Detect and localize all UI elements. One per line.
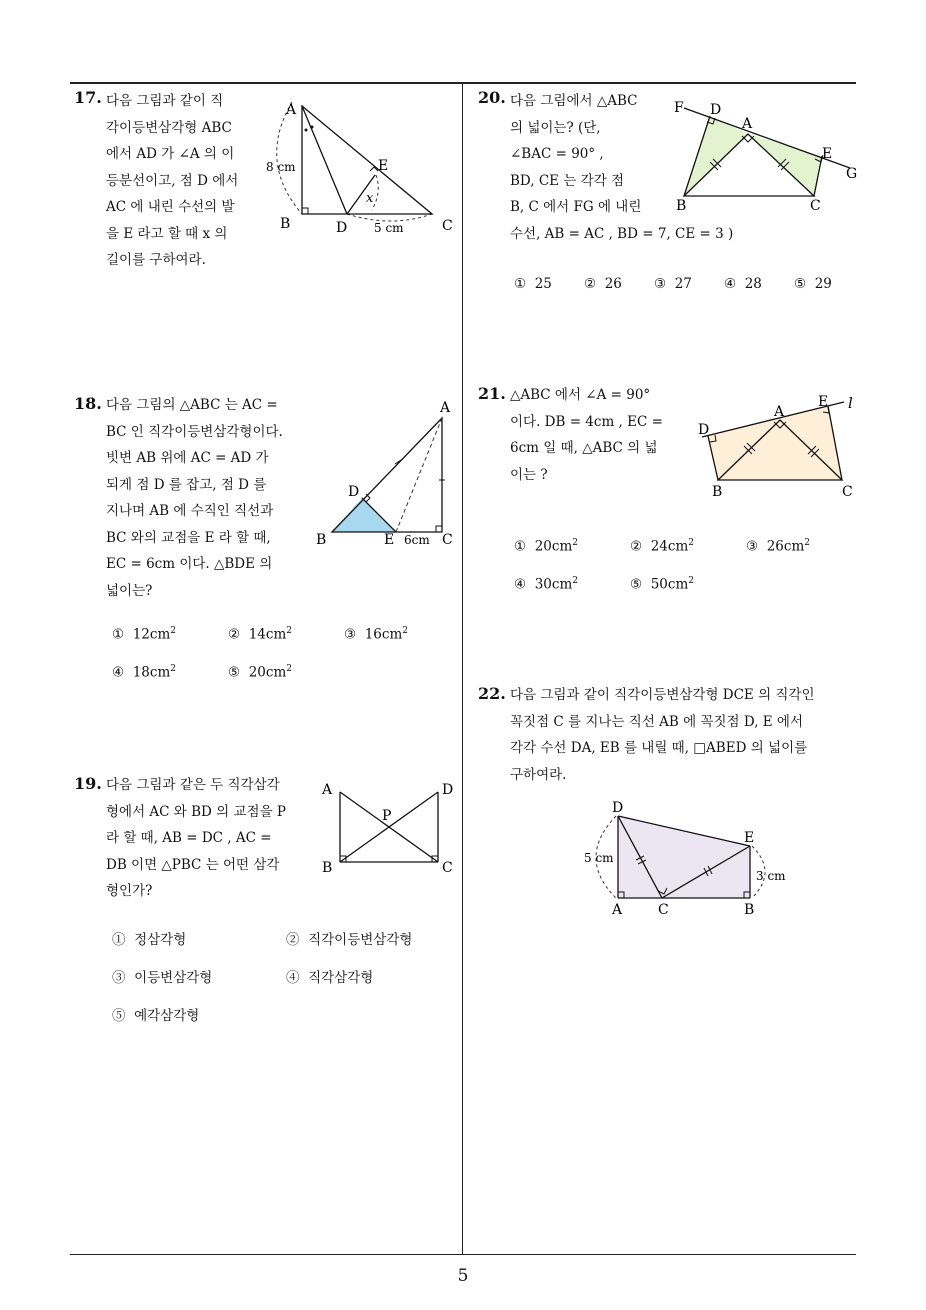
choice-20-1[interactable]: ① 25 (514, 276, 552, 292)
choice-19-3[interactable]: ③ 이등변삼각형 (112, 970, 213, 986)
text-line: BD, CE 는 각각 점 (510, 172, 625, 189)
choice-18-1[interactable]: ① $12cm^2$ (112, 626, 176, 643)
question-22 (478, 684, 506, 703)
text-line: 형인가? (106, 883, 153, 899)
label-e: E (744, 830, 755, 846)
choice-21-2[interactable]: ② $24cm^2$ (630, 538, 694, 555)
text-line: 라 할 때, AB = DC , AC = (106, 830, 272, 846)
text-line: EC = 6cm 이다. △BDE 의 (106, 556, 273, 572)
text-line: BC 인 직각이등변삼각형이다. (106, 423, 283, 440)
text-line: 의 넓이는? (단, (510, 119, 601, 136)
question-number: 17. (74, 88, 102, 107)
text-line: 각이등변삼각형 ABC (106, 119, 232, 136)
text-line: 되게 점 D 를 잡고, 점 D 를 (106, 476, 267, 493)
text-line: 다음 그림과 같이 직 (106, 93, 224, 109)
label-e: E (378, 158, 389, 174)
label-b: B (712, 484, 723, 500)
figure-18 (312, 398, 460, 550)
text-line: DB 이면 △PBC 는 어떤 삼각 (106, 856, 280, 873)
figure-21 (694, 392, 862, 504)
choice-20-2[interactable]: ② 26 (584, 276, 622, 292)
label-c: C (442, 532, 453, 548)
choice-20-4[interactable]: ④ 28 (724, 276, 762, 292)
label-b: B (322, 860, 333, 876)
label-b: B (280, 216, 291, 232)
question-number: 22. (478, 684, 506, 703)
label-c: C (442, 218, 453, 234)
text-line: 각각 수선 DA, EB 를 내릴 때, □ABED 의 넓이를 (510, 740, 808, 756)
choice-18-2[interactable]: ② $14cm^2$ (228, 626, 292, 643)
text-line: 넓이는? (106, 582, 153, 599)
choice-21-3[interactable]: ③ $26cm^2$ (746, 538, 810, 555)
choice-19-4[interactable]: ④ 직각삼각형 (286, 970, 374, 986)
label-b: B (744, 902, 755, 918)
text-line: 을 E 라고 할 때 x 의 (106, 225, 228, 242)
choice-20-3[interactable]: ③ 27 (654, 276, 692, 292)
label-c: C (842, 484, 853, 500)
label-d: D (442, 782, 454, 798)
question-17 (74, 88, 102, 107)
question-number: 21. (478, 384, 506, 403)
label-a: A (322, 782, 333, 798)
top-rule (70, 82, 856, 84)
text-line: 다음 그림과 같은 두 직각삼각 (106, 777, 280, 793)
label-c: C (658, 902, 669, 918)
label-p: P (382, 808, 392, 824)
text-line: 빗변 AB 위에 AC = AD 가 (106, 450, 269, 466)
figure-17 (262, 92, 462, 240)
question-20-text (510, 88, 734, 247)
question-18-text (106, 392, 306, 604)
label-e: E (818, 394, 829, 410)
text-line: 형에서 AC 와 BD 의 교점을 P (106, 803, 286, 820)
text-line: BC 와의 교점을 E 라 할 때, (106, 529, 271, 546)
question-21-text (510, 382, 686, 488)
length-ec: 6cm (404, 533, 430, 547)
question-number: 18. (74, 394, 102, 413)
question-number: 20. (478, 88, 506, 107)
label-l: l (848, 394, 853, 412)
figure-20 (670, 96, 860, 218)
label-a: A (440, 400, 451, 416)
text-line: 다음 그림과 같이 직각이등변삼각형 DCE 의 직각인 (510, 687, 815, 703)
label-b: B (676, 198, 687, 214)
label-c: C (442, 860, 453, 876)
length-dc: 5 cm (374, 221, 404, 235)
text-line: 등분선이고, 점 D 에서 (106, 172, 239, 189)
text-line: B, C 에서 FG 에 내린 (510, 199, 642, 215)
label-c: C (810, 198, 821, 214)
text-line: △ABC 에서 ∠A = 90° (510, 387, 651, 403)
label-x: x (366, 191, 374, 206)
label-a: A (286, 102, 297, 118)
label-a: A (774, 404, 785, 420)
question-number: 19. (74, 774, 102, 793)
question-22-text (510, 682, 860, 788)
page-number: 5 (457, 1266, 469, 1286)
question-20 (478, 88, 506, 107)
label-a: A (612, 902, 623, 918)
text-line: 꼭짓점 C 를 지나는 직선 AB 에 꼭짓점 D, E 에서 (510, 713, 804, 730)
text-line: 길이를 구하여라. (106, 252, 206, 268)
text-line: AC 에 내린 수선의 발 (106, 199, 235, 215)
text-line: 에서 AD 가 ∠A 의 이 (106, 146, 235, 162)
text-line: ∠BAC = 90° , (510, 146, 604, 162)
question-18 (74, 394, 102, 413)
choice-18-3[interactable]: ③ $16cm^2$ (344, 626, 408, 643)
label-e: E (822, 146, 833, 162)
label-a: A (742, 116, 753, 132)
text-line: 지나며 AB 에 수직인 직선과 (106, 503, 274, 519)
column-divider (462, 82, 463, 1254)
label-f: F (674, 100, 684, 116)
label-d: D (612, 800, 624, 816)
text-line: 다음 그림의 △ABC 는 AC = (106, 397, 278, 413)
label-d: D (710, 102, 722, 118)
choice-19-1[interactable]: ① 정삼각형 (112, 932, 187, 948)
choice-21-4[interactable]: ④ $30cm^2$ (514, 576, 578, 593)
question-19 (74, 774, 102, 793)
question-17-text (106, 88, 252, 274)
label-e: E (384, 532, 395, 548)
label-b: B (316, 532, 327, 548)
text-line: 구하여라. (510, 766, 567, 783)
label-d: D (336, 220, 348, 236)
choice-21-5[interactable]: ⑤ $50cm^2$ (630, 576, 694, 593)
length-da: 5 cm (584, 851, 614, 865)
figure-22 (580, 798, 790, 922)
label-d: D (348, 484, 360, 500)
label-d: D (698, 422, 710, 438)
text-line: 이는 ? (510, 466, 548, 483)
choice-19-5[interactable]: ⑤ 예각삼각형 (112, 1008, 200, 1024)
question-19-text (106, 772, 312, 905)
choice-18-4[interactable]: ④ $18cm^2$ (112, 664, 176, 681)
text-line: 6cm 일 때, △ABC 의 넓 (510, 440, 658, 456)
question-21 (478, 384, 506, 403)
text-line: 이다. DB = 4cm , EC = (510, 413, 663, 430)
length-eb: 3 cm (756, 869, 786, 883)
choice-20-5[interactable]: ⑤ 29 (794, 276, 832, 292)
figure-19 (318, 778, 460, 878)
choice-21-1[interactable]: ① $20cm^2$ (514, 538, 578, 555)
text-line: 수선, AB = AC , BD = 7, CE = 3 ) (510, 225, 734, 242)
label-g: G (846, 166, 858, 182)
choice-19-2[interactable]: ② 직각이등변삼각형 (286, 932, 413, 948)
choice-18-5[interactable]: ⑤ $20cm^2$ (228, 664, 292, 681)
length-ab: 8 cm (266, 160, 296, 174)
bottom-rule (70, 1254, 856, 1255)
text-line: 다음 그림에서 △ABC (510, 93, 638, 109)
